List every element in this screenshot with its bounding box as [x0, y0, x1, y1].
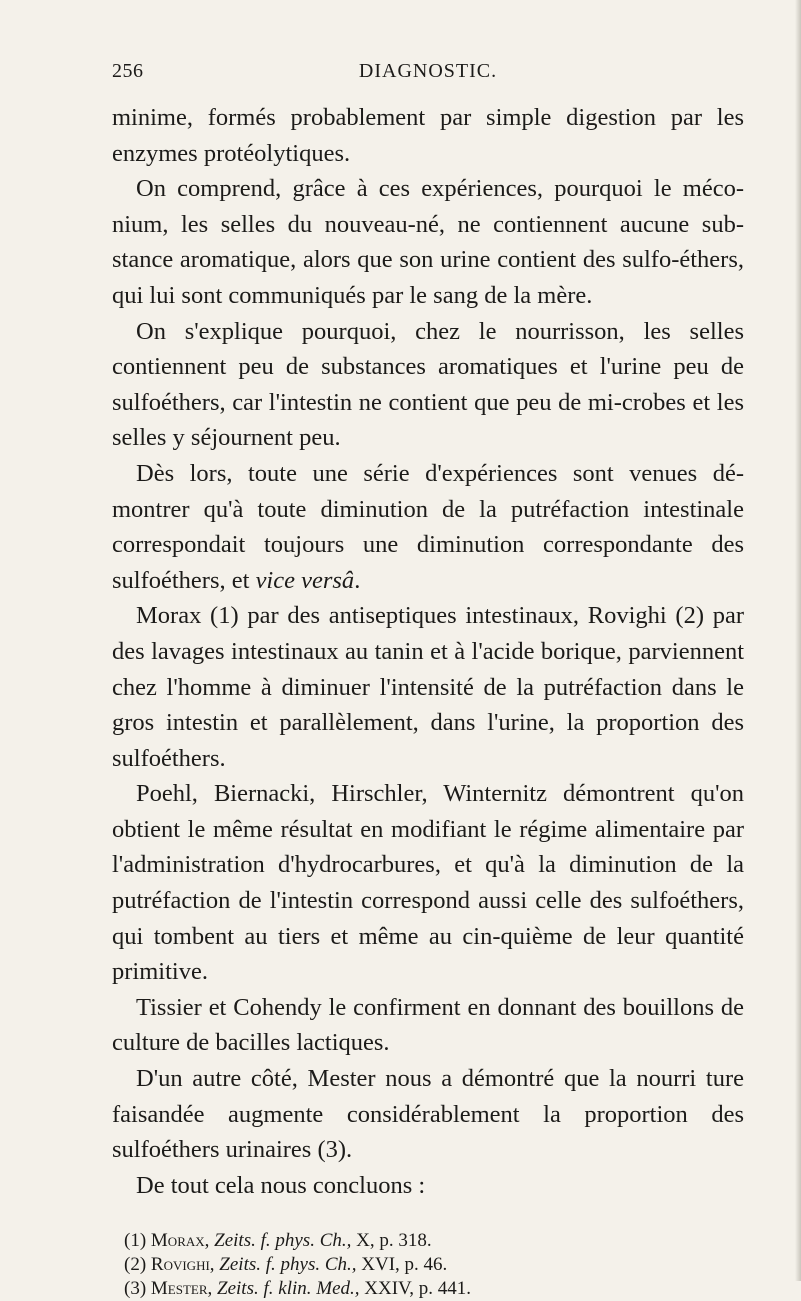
footnote-journal: Zeits. f. klin. Med.,: [217, 1278, 360, 1300]
paragraph: minime, formés probablement par simple digestion par les enzymes protéolytiques.: [112, 104, 744, 167]
book-page: [112, 56, 744, 1301]
paragraph: Tissier et Cohendy le confirment en donnant des bouillons de culture de bacilles lactiques.: [112, 993, 744, 1057]
paragraph: On s'explique pourquoi, chez le nourrisson, les selles contiennent peu de substances aromatiques et l'urine peu de sulfoéthers, car l'intestin ne contient que peu de mi-crobes et les selles y séjournent peu.: [112, 317, 744, 452]
footnotes: [112, 1229, 744, 1301]
paragraph: [112, 456, 744, 598]
running-title: DIAGNOSTIC.: [358, 60, 498, 82]
footnote-journal: Zeits. f. phys. Ch.,: [214, 1230, 352, 1252]
footnote-number: (2): [124, 1254, 147, 1276]
footnote-author: Mester,: [150, 1278, 213, 1300]
page-edge-shadow: [795, 0, 801, 1281]
paragraph: De tout cela nous concluons :: [136, 1171, 426, 1199]
footnote-number: (3): [124, 1278, 147, 1300]
page-header: [112, 56, 744, 92]
paragraph: Morax (1) par des antiseptiques intestinaux, Rovighi (2) par des lavages intestinaux au tanin et à l'acide borique, parviennent chez l'homme à diminuer l'intensité de la putréfaction dans le gros intestin et parallèlement, dans l'urine, la proportion des sulfoéthers.: [112, 602, 744, 772]
footnote-ref: XXIV, p. 441.: [364, 1278, 472, 1300]
footnote-ref: XVI, p. 46.: [361, 1254, 448, 1276]
paragraph: On comprend, grâce à ces expériences, pourquoi le méco-nium, les selles du nouveau-né, ne contiennent aucune sub-stance aromatique, alors que son urine contient des sulfo-éthers, qui lui sont communiqués par le sang de la mère.: [112, 175, 744, 309]
footnote-number: (1): [124, 1230, 147, 1252]
paragraph: D'un autre côté, Mester nous a démontré que la nourri ture faisandée augmente considérablement la proportion des sulfoéthers urinaires (3).: [112, 1065, 744, 1164]
paragraph-text: Dès lors, toute une série d'expériences sont venues dé-montrer qu'à toute diminution de la putréfaction intestinale correspondait toujours une diminution correspondante des sulfoéthers, et: [112, 459, 744, 594]
page-number: 256: [112, 60, 144, 82]
paragraph-text-end: .: [354, 566, 361, 594]
latin-phrase: vice versâ: [255, 566, 355, 594]
footnote-ref: X, p. 318.: [356, 1230, 432, 1252]
footnote: [112, 1253, 744, 1277]
footnote-author: Morax,: [150, 1230, 210, 1252]
footnote-journal: Zeits. f. phys. Ch.,: [219, 1254, 357, 1276]
body-text: [112, 100, 744, 1203]
footnote: [112, 1229, 744, 1253]
footnote-author: Rovighi,: [150, 1254, 215, 1276]
paragraph: Poehl, Biernacki, Hirschler, Winternitz démontrent qu'on obtient le même résultat en modifiant le régime alimentaire par l'administration d'hydrocarbures, et qu'à la diminution de la putréfaction de l'intestin correspond aussi celle des sulfoéthers, qui tombent au tiers et même au cin-quième de leur quantité primitive.: [112, 780, 744, 986]
